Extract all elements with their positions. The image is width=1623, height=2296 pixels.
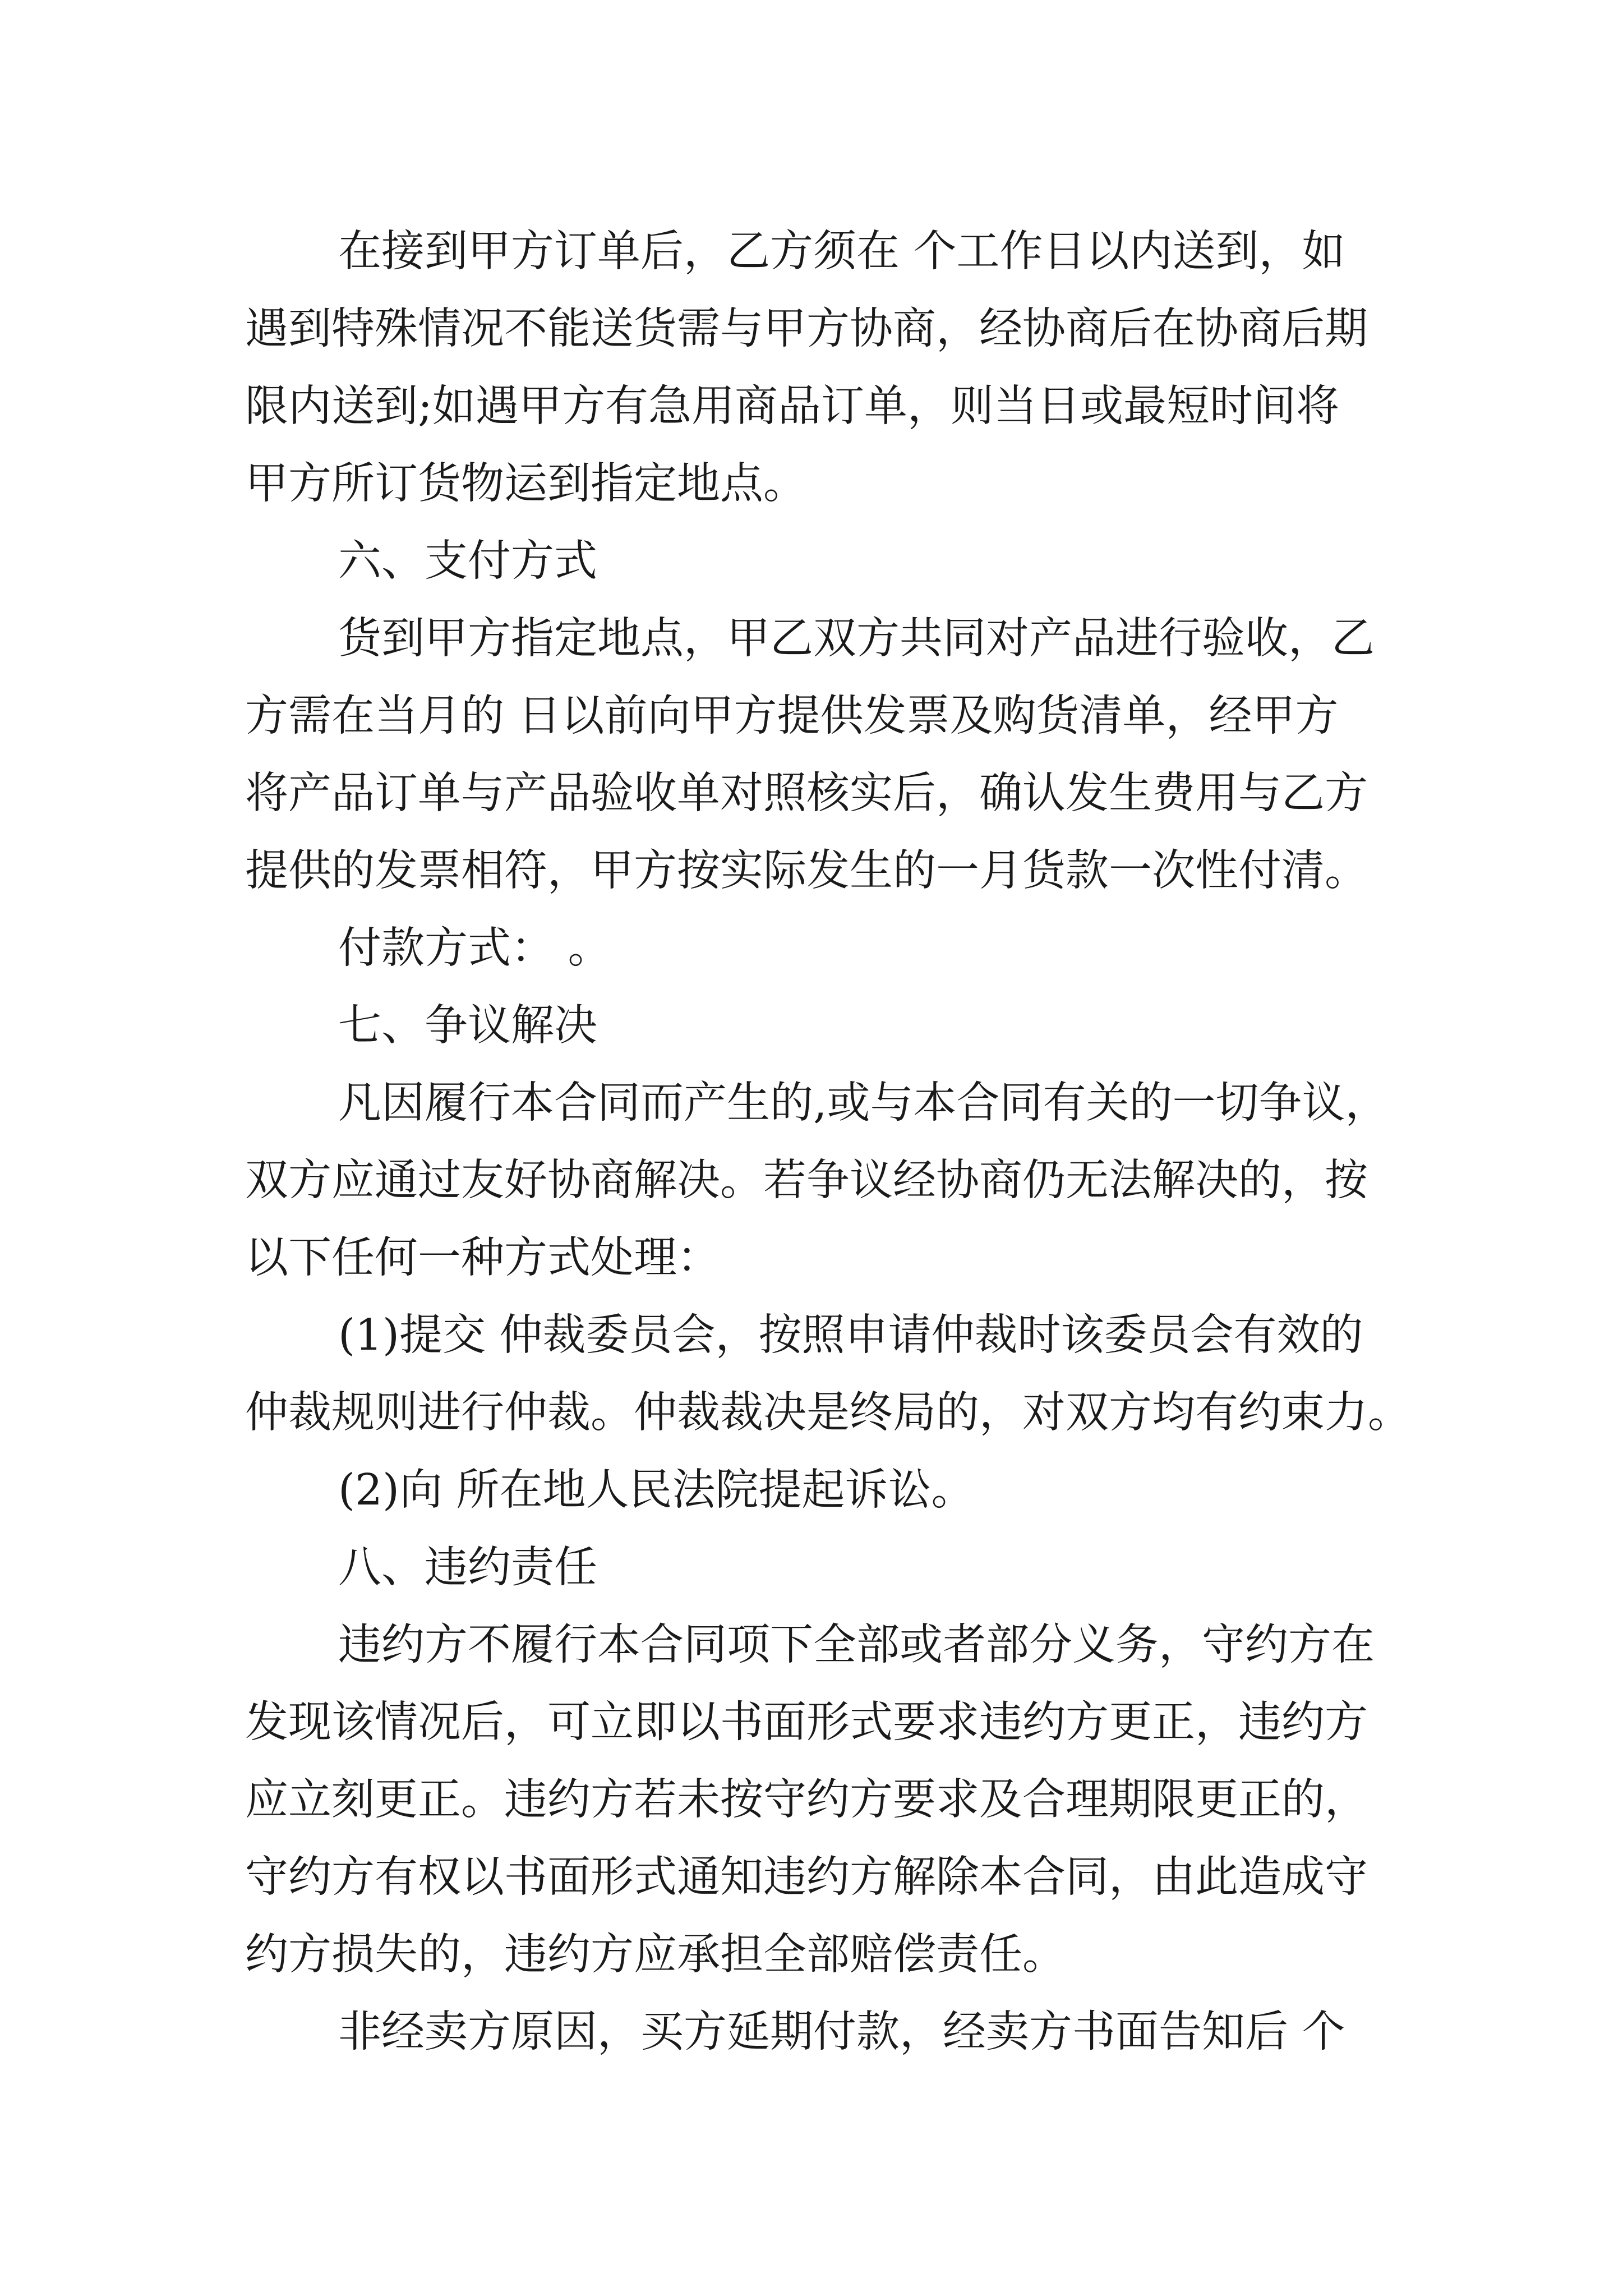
text-line-payment-3: 将产品订单与产品验收单对照核实后，确认发生费用与乙方 [245,769,1368,818]
section-heading-liability: 八、违约责任 [338,1543,597,1593]
text-line-arbitration-2: 仲裁规则进行仲裁。仲裁裁决是终局的，对双方均有约束力。 [245,1388,1411,1438]
text-line-liability-3: 应立刻更正。违约方若未按守约方要求及合理期限更正的， [245,1775,1368,1825]
text-line-delivery-4: 甲方所订货物运到指定地点。 [245,459,806,509]
text-line-late-payment: 非经卖方原因，买方延期付款，经卖方书面告知后 个 [338,2007,1345,2057]
text-line-payment-4: 提供的发票相符，甲方按实际发生的一月货款一次性付清。 [245,846,1368,896]
section-heading-payment: 六、支付方式 [338,536,597,586]
text-line-payment-2: 方需在当月的 日以前向甲方提供发票及购货清单，经甲方 [245,691,1339,741]
text-line-litigation: (2)向 所在地人民法院提起诉讼。 [338,1465,975,1515]
text-line-delivery-3: 限内送到;如遇甲方有急用商品订单，则当日或最短时间将 [245,381,1339,431]
text-line-liability-5: 约方损失的，违约方应承担全部赔偿责任。 [245,1930,1066,1980]
text-line-payment-method: 付款方式： 。 [338,923,611,973]
text-line-arbitration-1: (1)提交 仲裁委员会，按照申请仲裁时该委员会有效的 [338,1310,1363,1360]
text-line-payment-1: 货到甲方指定地点，甲乙双方共同对产品进行验收，乙 [338,614,1375,664]
text-line-dispute-2: 双方应通过友好协商解决。若争议经协商仍无法解决的，按 [245,1156,1368,1205]
text-line-delivery-1: 在接到甲方订单后，乙方须在 个工作日以内送到，如 [338,227,1345,277]
text-line-delivery-2: 遇到特殊情况不能送货需与甲方协商，经协商后在协商后期 [245,304,1368,354]
section-heading-dispute: 七、争议解决 [338,1001,597,1051]
text-line-liability-1: 违约方不履行本合同项下全部或者部分义务，守约方在 [338,1620,1375,1670]
text-line-dispute-3: 以下任何一种方式处理： [245,1233,720,1283]
text-line-dispute-1: 凡因履行本合同而产生的,或与本合同有关的一切争议， [338,1078,1389,1128]
text-line-liability-2: 发现该情况后，可立即以书面形式要求违约方更正，违约方 [245,1697,1368,1747]
contract-text [245,213,1411,2071]
text-line-liability-4: 守约方有权以书面形式通知违约方解除本合同，由此造成守 [245,1852,1368,1902]
